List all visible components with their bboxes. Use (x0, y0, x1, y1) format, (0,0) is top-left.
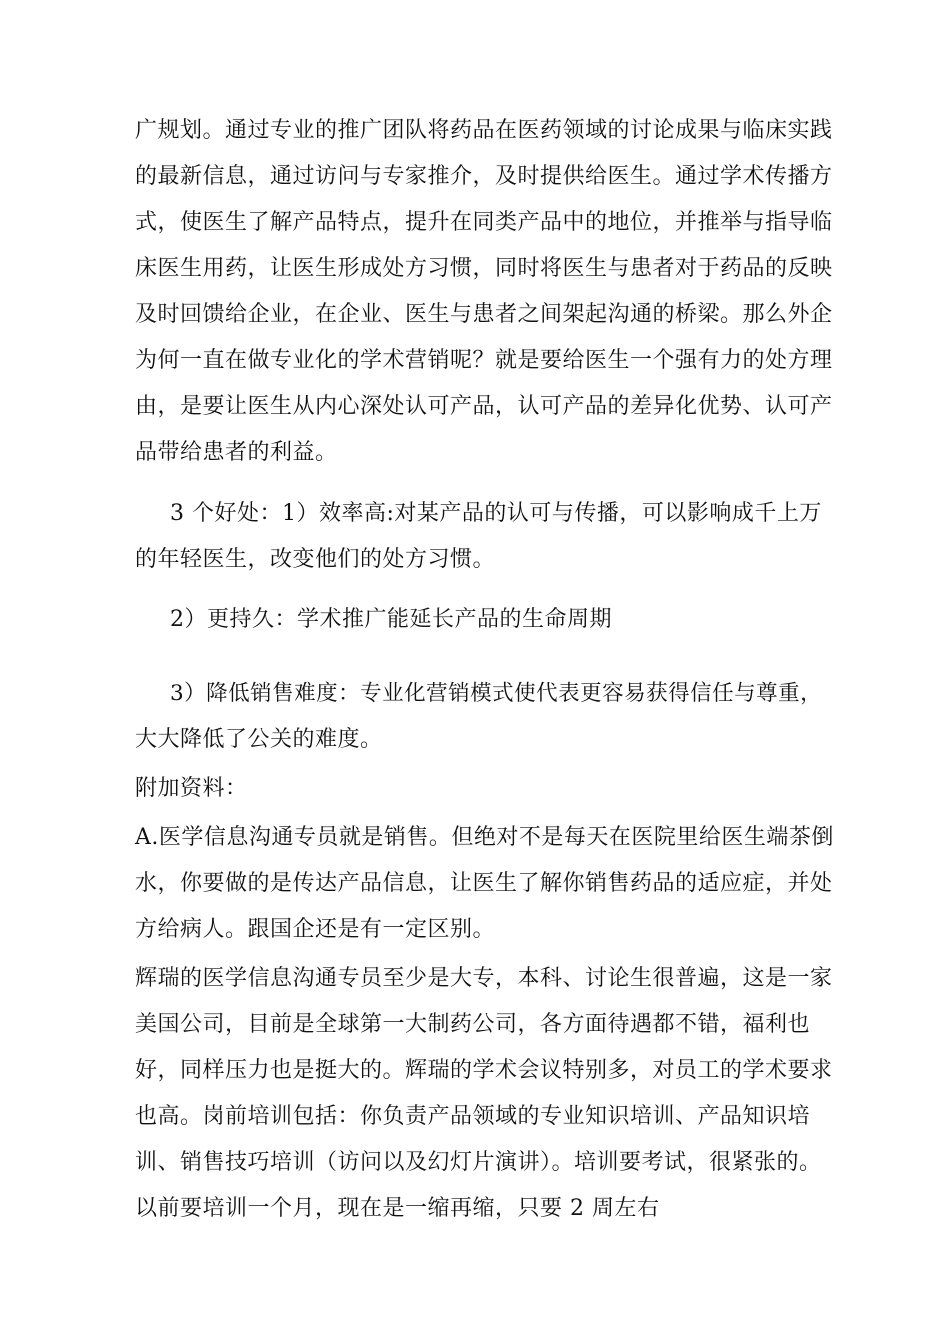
text-line: 广规划。通过专业的推广团队将药品在医药领域的讨论成果与临床实践 (135, 118, 833, 143)
text-line: 水，你要做的是传达产品信息，让医生了解你销售药品的适应症，并处 (135, 871, 833, 896)
text-line: 好，同样压力也是挺大的。辉瑞的学术会议特别多，对员工的学术要求 (135, 1058, 833, 1083)
text-line: 床医生用药，让医生形成处方习惯，同时将医生与患者对于药品的反映 (135, 256, 833, 281)
text-line: 也高。岗前培训包括：你负责产品领域的专业知识培训、产品知识培 (135, 1104, 811, 1129)
text-line: 辉瑞的医学信息沟通专员至少是大专，本科、讨论生很普遍，这是一家 (135, 966, 833, 991)
text-line: 的年轻医生，改变他们的处方习惯。 (135, 547, 496, 572)
text-line: 式，使医生了解产品特点，提升在同类产品中的地位，并推举与指导临 (135, 210, 833, 235)
text-line: 以前要培训一个月，现在是一缩再缩，只要 2 周左右 (135, 1196, 660, 1221)
text-line: 附加资料： (135, 776, 248, 801)
text-line: 及时回馈给企业，在企业、医生与患者之间架起沟通的桥梁。那么外企 (135, 302, 833, 327)
text-line: 训、销售技巧培训（访问以及幻灯片演讲）。培训要考试，很紧张的。 (135, 1150, 822, 1175)
text-line: 的最新信息，通过访问与专家推介，及时提供给医生。通过学术传播方 (135, 164, 833, 189)
text-line: 3）降低销售难度：专业化营销模式使代表更容易获得信任与尊重， (170, 681, 823, 706)
text-line: 品带给患者的利益。 (135, 440, 338, 465)
text-line: 3 个好处：1）效率高:对某产品的认可与传播，可以影响成千上万 (170, 501, 822, 526)
text-line: 2）更持久：学术推广能延长产品的生命周期 (170, 607, 612, 632)
text-line: 美国公司，目前是全球第一大制药公司，各方面待遇都不错，福利也 (135, 1012, 811, 1037)
text-line: 由，是要让医生从内心深处认可产品，认可产品的差异化优势、认可产 (135, 394, 833, 419)
text-line: 为何一直在做专业化的学术营销呢？就是要给医生一个强有力的处方理 (135, 348, 833, 373)
text-line: 大大降低了公关的难度。 (135, 727, 383, 752)
text-line: A.医学信息沟通专员就是销售。但绝对不是每天在医院里给医生端茶倒 (135, 825, 834, 850)
text-line: 方给病人。跟国企还是有一定区别。 (135, 917, 496, 942)
